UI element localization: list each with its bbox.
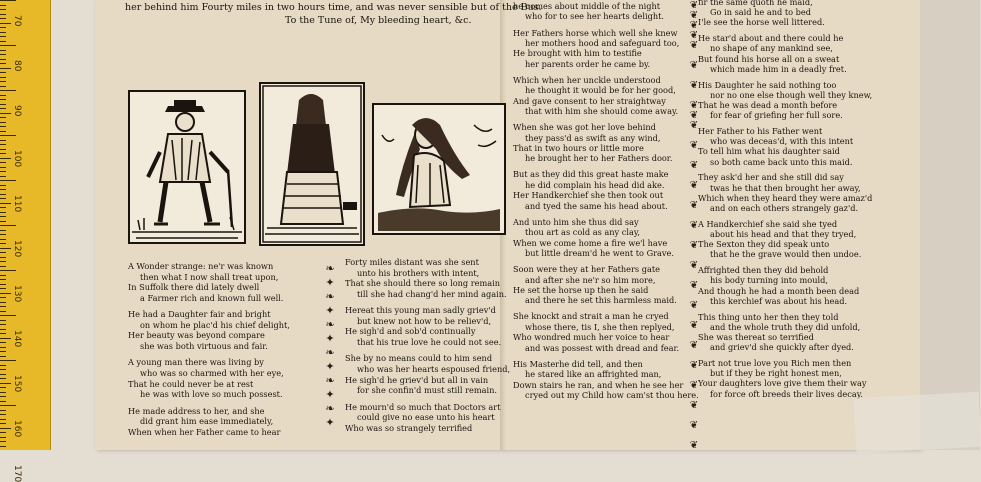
stanza-bullet-icon: ❦ [689,10,699,21]
verse-line: That he could never be at rest [128,378,254,389]
ruler-tick [0,5,6,6]
stanza-bullet-icon: ❦ [689,40,699,51]
ruler-label: 100 [12,150,22,168]
ruler-tick [0,216,6,217]
verse-line: but little dream'd he went to Grave. [525,248,675,258]
ruler-tick [0,387,6,388]
stanza-bullet-icon: ❦ [689,30,699,41]
ruler-tick [0,369,6,370]
verse-line: Her Father to his Father went [698,126,823,137]
ruler-tick [0,252,6,253]
verse-line: who for to see her hearts delight. [525,11,664,22]
verse-line: but if they be right honest men, [710,368,842,379]
stanza-bullet-icon: ❦ [689,280,699,291]
stanza-bullet-icon: ❦ [689,260,699,271]
verse-line: But as they did this great haste make [513,169,669,180]
ruler-tick [0,185,6,186]
ruler-tick [0,72,6,73]
ruler-tick [0,360,16,361]
ruler-tick [0,383,11,384]
ruler-tick [0,122,6,123]
verse-line: for force oft breeds their lives decay. [710,388,863,399]
tune-line: To the Tune of, My bleeding heart, &c. [285,15,472,26]
ruler-label: 80 [12,60,22,72]
verse-line: This thing unto her then they told [698,311,839,322]
ruler-tick [0,41,6,42]
stanza-bullet-icon: ❦ [689,400,699,411]
verse-line: A Handkerchief she said she tyed [698,218,838,229]
verse-line: that his true love he could not see. [357,337,502,348]
ruler-tick [0,248,11,249]
ruler-tick [0,396,6,397]
ruler-tick [0,446,6,447]
verse-line: Her Fathers horse which well she knew [513,27,678,38]
ruler-tick [0,284,6,285]
verse-line: His Daughter he said nothing too [698,79,837,90]
verse-line: Go in said he and to bed [710,7,811,18]
woodcut-man-in-hat [128,90,246,244]
verse-line: He sigh'd he griev'd but all in vain [345,374,489,385]
verse-line: In Suffolk there did lately dwell [128,282,260,293]
ruler-label: 90 [12,105,22,117]
verse-line: Affrighted then they did behold [698,265,829,276]
ruler-label: 120 [12,240,22,258]
verse-line: The Sexton they did speak unto [698,239,830,250]
verse-line: Your daughters love give them their way [698,378,867,389]
verse-line: She by no means could to him send [345,353,493,364]
ruler-tick [0,410,6,411]
verse-line: he did complain his head did ake. [525,179,665,190]
verse-line: he stared like an affrighted man, [525,369,662,380]
ruler-tick [0,428,11,429]
ruler-label: 150 [12,375,22,393]
ruler-tick [0,365,6,366]
stanza-bullet-icon: ❦ [689,180,699,191]
verse-line: But found his horse all on a sweat [698,53,840,64]
verse-line: and the whole truth they did unfold, [710,321,861,332]
woodcut-woman-long-hair [372,103,506,235]
verse-line: her parents order he came by. [525,58,651,69]
ruler-tick [0,86,6,87]
ruler-tick [0,203,11,204]
verse-line: and there he set this harmless maid. [525,295,677,306]
verse-line: he thought it would be for her good, [525,85,676,96]
ruler-tick [0,131,6,132]
ruler-tick [0,351,6,352]
ruler-tick [0,302,6,303]
ruler-tick [0,117,6,118]
verse-line: cryed out my Child how cam'st thou here. [525,389,699,400]
verse-line: He set the horse up then he said [513,284,649,295]
ruler-tick [0,189,6,190]
background-edge [920,0,980,450]
ruler-tick [0,32,6,33]
verse-line: And unto him she thus did say [513,216,639,227]
ruler-tick [0,230,6,231]
verse-line: He mourn'd so much that Doctors art [345,401,501,412]
stanza-bullet-icon: ❦ [689,110,699,121]
ruler-tick [0,405,16,406]
verse-line: he was with love so much possest. [140,389,283,400]
ruler-tick [0,324,6,325]
ruler-label: 140 [12,330,22,348]
ruler-tick [0,378,6,379]
verse-line: They ask'd her and she still did say [698,172,844,183]
verse-line: He had a Daughter fair and bright [128,309,271,320]
verse-line: Forty miles distant was she sent [345,257,479,267]
verse-line: could give no ease unto his heart [357,412,495,423]
verse-line: fir the same quoth he maid, [698,0,813,7]
verse-line: To tell him what his daughter said [698,146,840,157]
verse-line: His Masterhe did tell, and then [513,358,643,369]
ruler-tick [0,342,6,343]
verse-line: and after she ne'r so him more, [525,274,656,285]
ruler-tick [0,144,6,145]
ruler-tick [0,401,6,402]
ruler-tick [0,419,6,420]
verse-line: Who was so strangely terrified [345,422,473,433]
verse-line: When we come home a fire we'l have [513,237,668,248]
ruler-tick [0,18,6,19]
ruler-tick [0,414,6,415]
ruler-tick [0,162,6,163]
ruler-tick [0,311,6,312]
verse-line: that with him she should come away. [525,106,679,117]
verse-line: Hereat this young man sadly griev'd [345,305,496,316]
ruler-tick [0,333,6,334]
ruler-tick [0,68,11,69]
verse-line: a Farmer rich and known full well. [140,292,284,303]
verse-line: on whom he plac'd his chief delight, [140,319,290,330]
stanza-bullet-icon: ❦ [689,380,699,391]
ruler-label: 110 [12,195,22,213]
verse-line: When she was got her love behind [513,122,656,133]
ruler-tick [0,167,6,168]
ruler-tick [0,99,6,100]
stanza-bullet-icon: ❦ [689,440,699,451]
verse-line: and was possest with dread and fear. [525,342,680,353]
ruler-tick [0,171,6,172]
verse-line: And gave consent to her straightway [513,95,666,106]
stanza-bullet-icon: ❦ [689,140,699,151]
ruler-tick [0,54,6,55]
stanza-bullet-icon: ❦ [689,240,699,251]
ruler-tick [0,257,6,258]
verse-line: who was deceas'd, with this intent [710,136,854,147]
ruler-tick [0,275,6,276]
verse-line: unto his brothers with intent, [357,267,480,278]
stanza-bullet-icon: ❦ [689,360,699,371]
ruler-tick [0,356,6,357]
verse-line: his body turning into mould, [710,275,828,286]
verse-line: who was her hearts espoused friend, [357,364,511,375]
ruler-tick [0,135,16,136]
ruler-tick [0,392,6,393]
verse-line: for fear of griefing her full sore. [710,110,843,121]
ruler-tick [0,347,6,348]
ruler-tick [0,437,6,438]
ruler-tick [0,329,6,330]
header-top-line: her behind him Fourty miles in two hours time, and was never sensible but of the Bus. [125,2,542,13]
verse-line: He sigh'd and sob'd continually [345,326,476,337]
verse-line: She knockt and strait a man he cryed [513,311,669,322]
ruler-tick [0,45,16,46]
verse-line: And though he had a month been dead [698,285,860,296]
ruler-tick [0,239,6,240]
ruler-tick [0,81,6,82]
verse-line: but knew not how to be reliev'd, [357,315,492,326]
verse-line: That in two hours or little more [513,142,644,153]
ruler-tick [0,297,6,298]
verse-line: she was both virtuous and fair. [140,341,268,352]
verse-line: and on each others strangely gaz'd. [710,203,859,214]
verse-line: that he the grave would then undoe. [710,249,862,260]
verse-line: he brought her to her Fathers door. [525,153,673,164]
ruler-tick [0,194,6,195]
ruler-tick [0,261,6,262]
stanza-bullet-icon: ❦ [689,100,699,111]
verse-line: Her Handkerchief she then took out [513,190,664,201]
verse-line: and griev'd she quickly after dyed. [710,342,854,353]
stanza-bullet-icon: ❦ [689,0,699,11]
verse-line: I'le see the horse well littered. [698,17,825,28]
ruler-tick [0,315,16,316]
ruler-tick [0,180,16,181]
verse-line: did grant him ease immediately, [140,416,274,427]
verse-line: he comes about middle of the night [513,1,661,11]
ruler-tick [0,9,6,10]
ruler-tick [0,104,6,105]
stanza-bullet-icon: ❦ [689,300,699,311]
verse-line: Which when they heard they were amaz'd [698,192,873,203]
verse-line: Part not true love you Rich men then [698,358,852,369]
verse-line: He made address to her, and she [128,405,265,416]
verse-line: nor no one else though well they knew, [710,89,873,100]
ornament-rule: ❧ ✦ ❧ ✦ ❧ ✦ ❧ ✦ ❧ ✦ ❧ ✦ [325,262,335,429]
stanza-bullet-icon: ❦ [689,20,699,31]
ruler-label: 170 [12,465,22,482]
tape [854,392,981,453]
verse-line: Down stairs he ran, and when he see her [513,379,684,390]
ruler-label: 130 [12,285,22,303]
ruler-tick [0,126,6,127]
verse-line: her mothers hood and safeguard too, [525,37,680,48]
ruler-tick [0,338,11,339]
verse-line: till she had chang'd her mind again. [357,288,507,299]
ruler [0,0,51,482]
stanza-bullet-icon: ❦ [689,80,699,91]
ruler-tick [0,279,6,280]
ruler-tick [0,423,6,424]
ruler-tick [0,225,16,226]
verse-line: and tyed the same his head about. [525,200,668,211]
ruler-tick [0,306,6,307]
ruler-tick [0,176,6,177]
verse-line: no shape of any mankind see, [710,43,833,54]
ruler-tick [0,243,6,244]
ruler-tick [0,108,6,109]
stanza-bullet-icon: ❦ [689,220,699,231]
verse-line: When when her Father came to hear [128,426,281,437]
ruler-tick [0,14,6,15]
stanza-bullet-icon: ❦ [689,160,699,171]
ruler-tick [0,27,6,28]
verse-line: He star'd about and there could he [698,33,844,44]
verse-line: thou art as cold as any clay, [525,227,641,238]
ruler-tick [0,198,6,199]
verse-line: That she should there so long remain [345,278,501,289]
stanza-bullet-icon: ❦ [689,60,699,71]
ruler-tick [0,36,6,37]
verse-line: whose there, tis I, she then replyed, [525,321,675,332]
verse-line: this kerchief was about his head. [710,295,848,306]
verse-line: twas he that then brought her away, [710,182,861,193]
verse-line: about his head and that they tryed, [710,229,857,240]
verse-line: A young man there was living by [128,357,264,368]
ruler-tick [0,288,6,289]
ruler-tick [0,432,6,433]
ruler-tick [0,95,6,96]
ruler-tick [0,221,6,222]
stanza-bullet-icon: ❦ [689,340,699,351]
ruler-tick [0,207,6,208]
verse-line: She was thereat so terrified [698,332,814,343]
ruler-tick [0,158,11,159]
verse-line: so both came back unto this maid. [710,156,853,167]
verse-line: That he was dead a month before [698,100,838,111]
verse-line: then what I now shall treat upon, [140,271,279,282]
ruler-tick [0,50,6,51]
ruler-tick [0,234,6,235]
verse-line: Her beauty was beyond compare [128,330,265,341]
woodcut-woman-kneeling [259,82,365,246]
ruler-tick [0,320,6,321]
ruler-tick [0,212,6,213]
ruler-tick [0,270,16,271]
stanza-bullet-icon: ❦ [689,200,699,211]
ruler-tick [0,374,6,375]
verse-line: A Wonder strange: ne'r was known [128,261,274,271]
ruler-tick [0,90,16,91]
ruler-tick [0,266,6,267]
verse-line: who was so charmed with her eye, [140,368,284,379]
ruler-label: 70 [12,15,22,27]
ruler-tick [0,153,6,154]
ruler-label: 160 [12,420,22,438]
ruler-tick [0,113,11,114]
verse-line: which made him in a deadly fret. [710,63,847,74]
verse-line: He brought with him to testifie [513,48,642,59]
verse-line: for she confin'd must still remain. [357,385,497,396]
stanza-bullet-icon: ❦ [689,420,699,431]
stanza-bullet-icon: ❦ [689,320,699,331]
ruler-tick [0,23,11,24]
ruler-tick [0,63,6,64]
verse-line: they pass'd as swift as any wind, [525,132,661,143]
verse-line: Soon were they at her Fathers gate [513,264,660,275]
verse-line: Which when her unckle understood [513,74,661,85]
ruler-tick [0,59,6,60]
ruler-tick [0,149,6,150]
verse-line: Who wondred much her voice to hear [513,332,670,343]
ruler-tick [0,293,11,294]
ruler-tick [0,0,16,1]
ruler-tick [0,77,6,78]
ruler-tick [0,140,6,141]
stanza-bullet-icon: ❦ [689,120,699,131]
ruler-tick [0,441,6,442]
